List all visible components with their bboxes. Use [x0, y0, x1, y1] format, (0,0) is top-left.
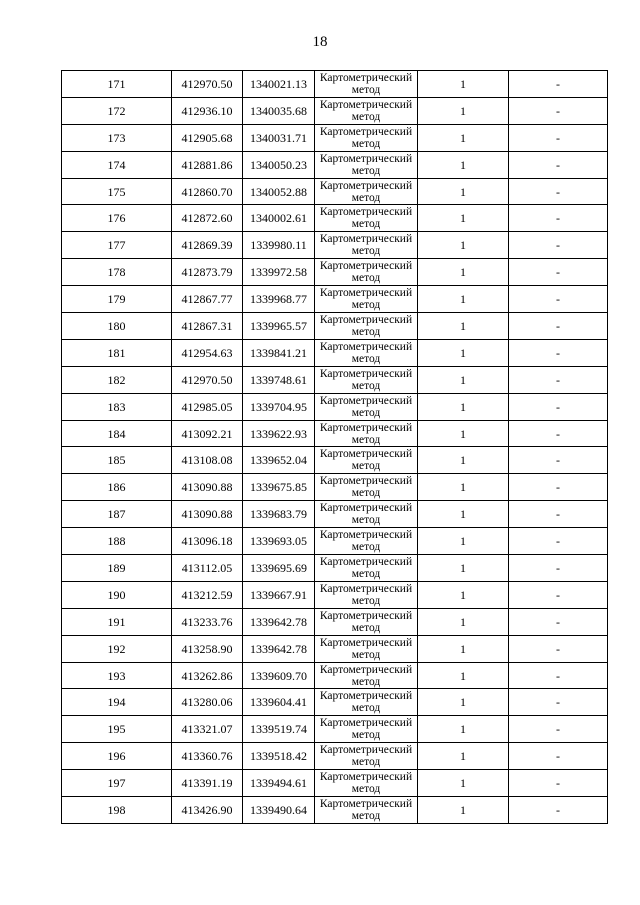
y-coordinate-cell: 1340052.88: [243, 178, 315, 205]
x-coordinate-cell: 412869.39: [172, 232, 243, 259]
method-line-1: Картометрический: [319, 233, 413, 246]
table-row: [62, 501, 608, 528]
method-cell: [315, 420, 418, 447]
accuracy-cell: 1: [418, 178, 509, 205]
x-coordinate-cell: 412881.86: [172, 151, 243, 178]
y-coordinate-cell: 1339494.61: [243, 770, 315, 797]
x-coordinate-cell: 412872.60: [172, 205, 243, 232]
method-line-2: метод: [351, 541, 381, 554]
x-coordinate-cell: 413108.08: [172, 447, 243, 474]
note-cell: -: [509, 689, 608, 716]
table-row: [62, 205, 608, 232]
point-number-cell: 194: [62, 689, 172, 716]
table-row: [62, 447, 608, 474]
method-line-2: метод: [351, 164, 381, 177]
table-row: [62, 662, 608, 689]
table-row: [62, 716, 608, 743]
method-line-1: Картометрический: [319, 152, 413, 165]
x-coordinate-cell: 412985.05: [172, 393, 243, 420]
y-coordinate-cell: 1339965.57: [243, 313, 315, 340]
method-line-2: метод: [351, 379, 381, 392]
note-cell: -: [509, 474, 608, 501]
note-cell: -: [509, 313, 608, 340]
method-cell: [315, 474, 418, 501]
y-coordinate-cell: 1339968.77: [243, 286, 315, 313]
method-cell: [315, 124, 418, 151]
x-coordinate-cell: 413391.19: [172, 770, 243, 797]
y-coordinate-cell: 1339704.95: [243, 393, 315, 420]
accuracy-cell: 1: [418, 420, 509, 447]
method-line-1: Картометрический: [319, 179, 413, 192]
x-coordinate-cell: 413258.90: [172, 635, 243, 662]
method-cell: [315, 447, 418, 474]
method-cell: [315, 743, 418, 770]
method-line-2: метод: [351, 218, 381, 231]
method-cell: [315, 716, 418, 743]
note-cell: -: [509, 124, 608, 151]
table-row: [62, 313, 608, 340]
note-cell: -: [509, 366, 608, 393]
accuracy-cell: 1: [418, 555, 509, 582]
note-cell: -: [509, 743, 608, 770]
y-coordinate-cell: 1339695.69: [243, 555, 315, 582]
x-coordinate-cell: 413212.59: [172, 581, 243, 608]
point-number-cell: 198: [62, 797, 172, 824]
accuracy-cell: 1: [418, 205, 509, 232]
x-coordinate-cell: 413321.07: [172, 716, 243, 743]
method-cell: [315, 339, 418, 366]
accuracy-cell: 1: [418, 259, 509, 286]
method-cell: [315, 97, 418, 124]
table-row: [62, 528, 608, 555]
accuracy-cell: 1: [418, 232, 509, 259]
y-coordinate-cell: 1339675.85: [243, 474, 315, 501]
method-cell: [315, 662, 418, 689]
method-cell: [315, 555, 418, 582]
note-cell: -: [509, 259, 608, 286]
method-cell: [315, 608, 418, 635]
method-cell: [315, 689, 418, 716]
y-coordinate-cell: 1339667.91: [243, 581, 315, 608]
method-line-1: Картометрический: [319, 636, 413, 649]
method-line-2: метод: [351, 756, 381, 769]
y-coordinate-cell: 1339972.58: [243, 259, 315, 286]
table-row: [62, 71, 608, 98]
accuracy-cell: 1: [418, 447, 509, 474]
table-row: [62, 797, 608, 824]
method-line-1: Картометрический: [319, 421, 413, 434]
y-coordinate-cell: 1339490.64: [243, 797, 315, 824]
method-line-1: Картометрический: [319, 340, 413, 353]
method-line-2: метод: [351, 729, 381, 742]
note-cell: -: [509, 393, 608, 420]
method-line-1: Картометрический: [319, 502, 413, 515]
note-cell: -: [509, 420, 608, 447]
x-coordinate-cell: 413280.06: [172, 689, 243, 716]
table-row: [62, 339, 608, 366]
point-number-cell: 179: [62, 286, 172, 313]
point-number-cell: 176: [62, 205, 172, 232]
method-line-1: Картометрический: [319, 529, 413, 542]
method-line-2: метод: [351, 487, 381, 500]
accuracy-cell: 1: [418, 71, 509, 98]
table-row: [62, 97, 608, 124]
note-cell: -: [509, 797, 608, 824]
accuracy-cell: 1: [418, 528, 509, 555]
method-cell: [315, 71, 418, 98]
accuracy-cell: 1: [418, 797, 509, 824]
method-cell: [315, 151, 418, 178]
y-coordinate-cell: 1339652.04: [243, 447, 315, 474]
point-number-cell: 192: [62, 635, 172, 662]
note-cell: -: [509, 635, 608, 662]
coordinates-table-body: [62, 71, 608, 824]
point-number-cell: 178: [62, 259, 172, 286]
point-number-cell: 172: [62, 97, 172, 124]
y-coordinate-cell: 1339748.61: [243, 366, 315, 393]
x-coordinate-cell: 412954.63: [172, 339, 243, 366]
method-line-1: Картометрический: [319, 394, 413, 407]
method-line-2: метод: [351, 137, 381, 150]
method-line-2: метод: [351, 809, 381, 822]
accuracy-cell: 1: [418, 608, 509, 635]
accuracy-cell: 1: [418, 716, 509, 743]
x-coordinate-cell: 413090.88: [172, 474, 243, 501]
point-number-cell: 191: [62, 608, 172, 635]
method-cell: [315, 393, 418, 420]
y-coordinate-cell: 1339519.74: [243, 716, 315, 743]
note-cell: -: [509, 178, 608, 205]
table-row: [62, 635, 608, 662]
method-line-1: Картометрический: [319, 663, 413, 676]
x-coordinate-cell: 412970.50: [172, 366, 243, 393]
x-coordinate-cell: 413096.18: [172, 528, 243, 555]
method-line-2: метод: [351, 83, 381, 96]
accuracy-cell: 1: [418, 339, 509, 366]
y-coordinate-cell: 1340031.71: [243, 124, 315, 151]
method-line-2: метод: [351, 299, 381, 312]
table-row: [62, 770, 608, 797]
point-number-cell: 187: [62, 501, 172, 528]
method-line-1: Картометрический: [319, 555, 413, 568]
method-line-1: Картометрический: [319, 582, 413, 595]
method-line-2: метод: [351, 325, 381, 338]
point-number-cell: 171: [62, 71, 172, 98]
note-cell: -: [509, 581, 608, 608]
note-cell: -: [509, 770, 608, 797]
point-number-cell: 180: [62, 313, 172, 340]
method-cell: [315, 797, 418, 824]
point-number-cell: 197: [62, 770, 172, 797]
method-line-2: метод: [351, 406, 381, 419]
method-line-2: метод: [351, 272, 381, 285]
x-coordinate-cell: 412867.31: [172, 313, 243, 340]
x-coordinate-cell: 413426.90: [172, 797, 243, 824]
method-cell: [315, 286, 418, 313]
note-cell: -: [509, 339, 608, 366]
table-row: [62, 608, 608, 635]
accuracy-cell: 1: [418, 501, 509, 528]
table-row: [62, 420, 608, 447]
method-cell: [315, 528, 418, 555]
note-cell: -: [509, 662, 608, 689]
method-line-1: Картометрический: [319, 744, 413, 757]
method-line-1: Картометрический: [319, 797, 413, 810]
method-line-2: метод: [351, 675, 381, 688]
note-cell: -: [509, 608, 608, 635]
page-number: 18: [312, 34, 328, 50]
method-line-1: Картометрический: [319, 609, 413, 622]
method-line-1: Картометрический: [319, 690, 413, 703]
method-cell: [315, 232, 418, 259]
method-cell: [315, 581, 418, 608]
x-coordinate-cell: 413092.21: [172, 420, 243, 447]
y-coordinate-cell: 1339609.70: [243, 662, 315, 689]
point-number-cell: 175: [62, 178, 172, 205]
method-cell: [315, 770, 418, 797]
x-coordinate-cell: 413233.76: [172, 608, 243, 635]
coordinates-table: [61, 70, 608, 824]
method-line-2: метод: [351, 621, 381, 634]
x-coordinate-cell: 412905.68: [172, 124, 243, 151]
method-line-2: метод: [351, 702, 381, 715]
x-coordinate-cell: 412873.79: [172, 259, 243, 286]
x-coordinate-cell: 413090.88: [172, 501, 243, 528]
method-cell: [315, 635, 418, 662]
y-coordinate-cell: 1340021.13: [243, 71, 315, 98]
x-coordinate-cell: 413262.86: [172, 662, 243, 689]
y-coordinate-cell: 1340002.61: [243, 205, 315, 232]
table-row: [62, 581, 608, 608]
note-cell: -: [509, 286, 608, 313]
method-line-1: Картометрический: [319, 771, 413, 784]
method-line-2: метод: [351, 352, 381, 365]
table-row: [62, 178, 608, 205]
x-coordinate-cell: 413360.76: [172, 743, 243, 770]
accuracy-cell: 1: [418, 151, 509, 178]
table-row: [62, 555, 608, 582]
point-number-cell: 188: [62, 528, 172, 555]
note-cell: -: [509, 555, 608, 582]
method-cell: [315, 259, 418, 286]
accuracy-cell: 1: [418, 635, 509, 662]
accuracy-cell: 1: [418, 393, 509, 420]
accuracy-cell: 1: [418, 474, 509, 501]
table-row: [62, 151, 608, 178]
table-row: [62, 286, 608, 313]
point-number-cell: 193: [62, 662, 172, 689]
note-cell: -: [509, 716, 608, 743]
method-line-1: Картометрический: [319, 475, 413, 488]
x-coordinate-cell: 412970.50: [172, 71, 243, 98]
note-cell: -: [509, 97, 608, 124]
y-coordinate-cell: 1339642.78: [243, 635, 315, 662]
accuracy-cell: 1: [418, 689, 509, 716]
method-line-1: Картометрический: [319, 206, 413, 219]
note-cell: -: [509, 205, 608, 232]
note-cell: -: [509, 232, 608, 259]
accuracy-cell: 1: [418, 286, 509, 313]
point-number-cell: 177: [62, 232, 172, 259]
method-line-2: метод: [351, 567, 381, 580]
table-row: [62, 474, 608, 501]
method-line-2: метод: [351, 191, 381, 204]
table-row: [62, 124, 608, 151]
method-line-1: Картометрический: [319, 71, 413, 84]
accuracy-cell: 1: [418, 124, 509, 151]
y-coordinate-cell: 1339604.41: [243, 689, 315, 716]
table-row: [62, 393, 608, 420]
point-number-cell: 183: [62, 393, 172, 420]
note-cell: -: [509, 501, 608, 528]
method-line-1: Картометрический: [319, 367, 413, 380]
point-number-cell: 181: [62, 339, 172, 366]
accuracy-cell: 1: [418, 97, 509, 124]
method-line-1: Картометрический: [319, 313, 413, 326]
method-cell: [315, 178, 418, 205]
point-number-cell: 196: [62, 743, 172, 770]
method-line-2: метод: [351, 245, 381, 258]
method-cell: [315, 313, 418, 340]
method-line-1: Картометрический: [319, 287, 413, 300]
method-line-1: Картометрический: [319, 125, 413, 138]
method-cell: [315, 501, 418, 528]
method-line-2: метод: [351, 460, 381, 473]
y-coordinate-cell: 1340035.68: [243, 97, 315, 124]
y-coordinate-cell: 1339518.42: [243, 743, 315, 770]
table-row: [62, 743, 608, 770]
method-line-2: метод: [351, 514, 381, 527]
point-number-cell: 184: [62, 420, 172, 447]
y-coordinate-cell: 1339642.78: [243, 608, 315, 635]
x-coordinate-cell: 412936.10: [172, 97, 243, 124]
method-line-1: Картометрический: [319, 98, 413, 111]
method-line-1: Картометрический: [319, 717, 413, 730]
method-line-1: Картометрический: [319, 448, 413, 461]
y-coordinate-cell: 1339693.05: [243, 528, 315, 555]
note-cell: -: [509, 447, 608, 474]
x-coordinate-cell: 413112.05: [172, 555, 243, 582]
note-cell: -: [509, 528, 608, 555]
method-line-1: Картометрический: [319, 260, 413, 273]
method-line-2: метод: [351, 648, 381, 661]
point-number-cell: 182: [62, 366, 172, 393]
accuracy-cell: 1: [418, 662, 509, 689]
accuracy-cell: 1: [418, 581, 509, 608]
y-coordinate-cell: 1339683.79: [243, 501, 315, 528]
method-cell: [315, 366, 418, 393]
table-row: [62, 689, 608, 716]
point-number-cell: 174: [62, 151, 172, 178]
table-row: [62, 232, 608, 259]
y-coordinate-cell: 1339622.93: [243, 420, 315, 447]
point-number-cell: 190: [62, 581, 172, 608]
point-number-cell: 189: [62, 555, 172, 582]
point-number-cell: 195: [62, 716, 172, 743]
y-coordinate-cell: 1339841.21: [243, 339, 315, 366]
accuracy-cell: 1: [418, 770, 509, 797]
method-line-2: метод: [351, 783, 381, 796]
table-row: [62, 259, 608, 286]
method-line-2: метод: [351, 110, 381, 123]
x-coordinate-cell: 412867.77: [172, 286, 243, 313]
method-cell: [315, 205, 418, 232]
point-number-cell: 173: [62, 124, 172, 151]
method-line-2: метод: [351, 433, 381, 446]
y-coordinate-cell: 1339980.11: [243, 232, 315, 259]
accuracy-cell: 1: [418, 366, 509, 393]
accuracy-cell: 1: [418, 743, 509, 770]
point-number-cell: 185: [62, 447, 172, 474]
note-cell: -: [509, 71, 608, 98]
accuracy-cell: 1: [418, 313, 509, 340]
table-row: [62, 366, 608, 393]
y-coordinate-cell: 1340050.23: [243, 151, 315, 178]
note-cell: -: [509, 151, 608, 178]
point-number-cell: 186: [62, 474, 172, 501]
x-coordinate-cell: 412860.70: [172, 178, 243, 205]
method-line-2: метод: [351, 594, 381, 607]
